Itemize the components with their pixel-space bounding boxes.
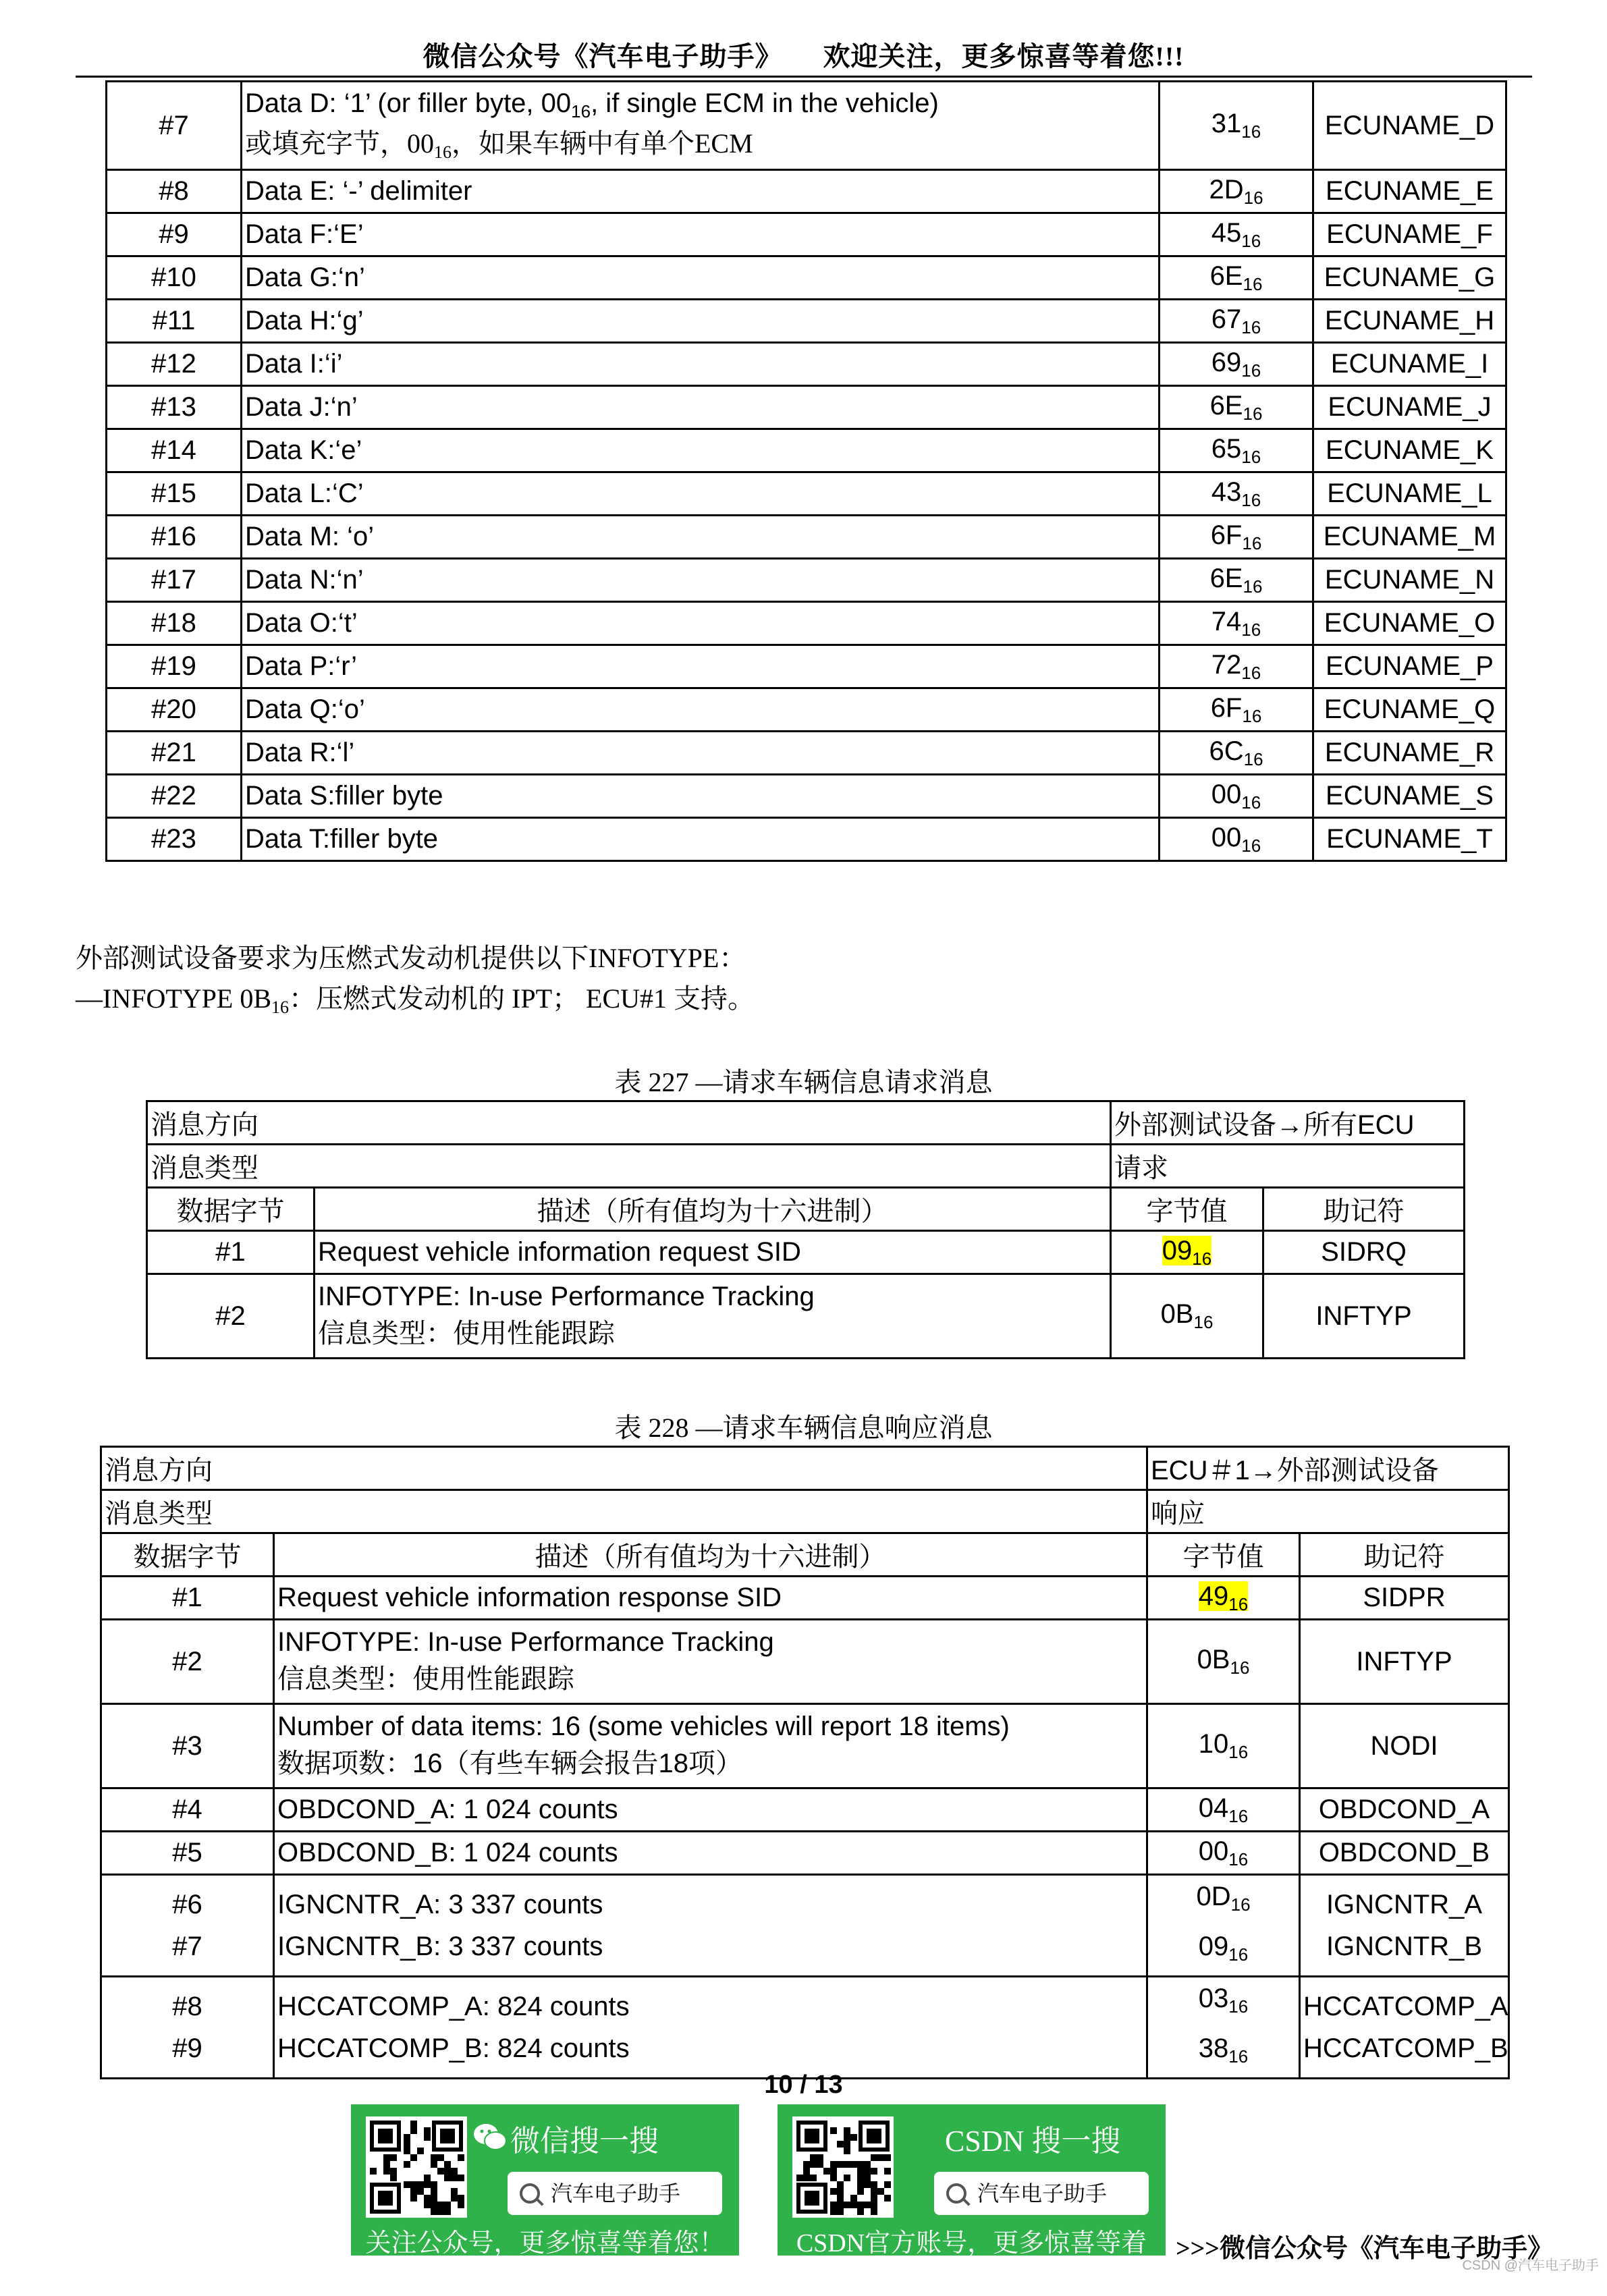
table-row: #21 Data R:‘l’ $6C_{16}$ ECUNAME_R	[107, 732, 1506, 775]
type-label: 消息类型	[147, 1145, 1111, 1188]
table-row: #3 Number of data items: 16 (some vehicles will report 18 items) 数据项数：16（有些车辆会报告18项） $10_{16}$ NODI	[101, 1704, 1509, 1788]
header-desc: 描述（所有值均为十六进制）	[315, 1188, 1111, 1231]
table-row: #20 Data Q:‘o’ $6F_{16}$ ECUNAME_Q	[107, 688, 1506, 732]
page-number: 10 / 13	[764, 2071, 843, 2099]
table-row: #8 #9 HCCATCOMP_A: 824 counts HCCATCOMP_B: 824 counts $03_{16}$ $38_{16}$ HCCATCOMP_A HCCATCOMP_B	[101, 1977, 1509, 2079]
table-row: #1 Request vehicle information response SID $49_{16}$ SIDPR	[101, 1577, 1509, 1620]
footer-wechat-link: >>>微信公众号《汽车电子助手》	[1176, 2235, 1553, 2263]
type-value: 请求	[1111, 1145, 1465, 1188]
table-row: #19 Data P:‘r’ $72_{16}$ ECUNAME_P	[107, 645, 1506, 688]
header-right: 欢迎关注，更多惊喜等着您!!!	[823, 41, 1184, 72]
table-row: #18 Data O:‘t’ $74_{16}$ ECUNAME_O	[107, 602, 1506, 645]
table-228-caption: 表 228 —请求车辆信息响应消息	[614, 1413, 993, 1443]
watermark: CSDN @汽车电子助手	[1462, 2258, 1599, 2273]
infotype-item: —INFOTYPE $0B_{16}$：压燃式发动机的 IPT； ECU#1 支持。	[76, 983, 755, 1017]
header-rule	[76, 76, 1532, 78]
table-row: #8 Data E: ‘-’ delimiter $2D_{16}$ ECUNAME_E	[107, 170, 1506, 213]
table-row: #12 Data I:‘i’ $69_{16}$ ECUNAME_I	[107, 343, 1506, 386]
table-row: #5 OBDCOND_B: 1 024 counts $00_{16}$ OBDCOND_B	[101, 1832, 1509, 1875]
table-row: #17 Data N:‘n’ $6E_{16}$ ECUNAME_N	[107, 559, 1506, 602]
header-byte: 数据字节	[147, 1188, 315, 1231]
infotype-intro: 外部测试设备要求为压燃式发动机提供以下INFOTYPE：	[76, 943, 746, 973]
table-row: #16 Data M: ‘o’ $6F_{16}$ ECUNAME_M	[107, 516, 1506, 559]
wechat-search-box[interactable]: 汽车电子助手	[508, 2172, 722, 2215]
csdn-search-banner[interactable]	[778, 2104, 1166, 2295]
header-mnemonic: 助记符	[1300, 1533, 1509, 1577]
table-row: #9 Data F:‘E’ $45_{16}$ ECUNAME_F	[107, 213, 1506, 256]
page-header	[0, 35, 1607, 74]
table-row: #7 Data D: ‘1’ (or filler byte, $00_{16}$, if single ECM in the vehicle) 或填充字节，$00_{16}$，如果车辆中有单个ECM $31_{16}$ ECUNAME_D	[107, 82, 1506, 170]
qr-code-icon	[366, 2116, 467, 2218]
ecu-name-table	[105, 80, 1507, 862]
direction-value: 外部测试设备→所有ECU	[1111, 1101, 1465, 1145]
header-mnemonic: 助记符	[1263, 1188, 1465, 1231]
header-left: 微信公众号《汽车电子助手》	[423, 41, 783, 72]
table-row: #6 #7 IGNCNTR_A: 3 337 counts IGNCNTR_B: 3 337 counts $0D_{16}$ $09_{16}$ IGNCNTR_A IGNCNTR_B	[101, 1875, 1509, 1977]
wechat-search-banner[interactable]	[351, 2104, 739, 2256]
header-desc: 描述（所有值均为十六进制）	[274, 1533, 1147, 1577]
table-row: #23 Data T:filler byte $00_{16}$ ECUNAME_T	[107, 818, 1506, 861]
type-value: 响应	[1147, 1490, 1509, 1533]
type-label: 消息类型	[101, 1490, 1147, 1533]
table-row: #13 Data J:‘n’ $6E_{16}$ ECUNAME_J	[107, 386, 1506, 429]
wechat-footer-text: 关注公众号，更多惊喜等着您！	[365, 2229, 725, 2258]
header-byte: 数据字节	[101, 1533, 274, 1577]
table-row: #1 Request vehicle information request SID $09_{16}$ SIDRQ	[147, 1231, 1465, 1274]
csdn-search-box[interactable]: 汽车电子助手	[934, 2172, 1149, 2215]
csdn-title: CSDN 搜一搜	[945, 2125, 1121, 2158]
table-row: #11 Data H:‘g’ $67_{16}$ ECUNAME_H	[107, 300, 1506, 343]
response-message-table	[100, 1446, 1510, 2079]
table-row: #2 INFOTYPE: In-use Performance Tracking 信息类型：使用性能跟踪 $0B_{16}$ INFTYP	[147, 1274, 1465, 1359]
wechat-title: 微信搜一搜	[510, 2125, 659, 2158]
table-row: #4 OBDCOND_A: 1 024 counts $04_{16}$ OBDCOND_A	[101, 1788, 1509, 1832]
table-row: #10 Data G:‘n’ $6E_{16}$ ECUNAME_G	[107, 256, 1506, 300]
direction-value: ECU＃1→外部测试设备	[1147, 1447, 1509, 1490]
search-icon	[946, 2183, 966, 2204]
wechat-icon	[471, 2118, 509, 2156]
qr-code-icon	[792, 2116, 894, 2218]
request-message-table	[146, 1100, 1465, 1359]
direction-label: 消息方向	[147, 1101, 1111, 1145]
table-row: #15 Data L:‘C’ $43_{16}$ ECUNAME_L	[107, 472, 1506, 516]
table-227-caption: 表 227 —请求车辆信息请求消息	[614, 1067, 993, 1097]
direction-label: 消息方向	[101, 1447, 1147, 1490]
header-value: 字节值	[1111, 1188, 1263, 1231]
csdn-footer-text: CSDN官方账号，更多惊喜等着您！	[796, 2229, 1147, 2295]
table-row: #2 INFOTYPE: In-use Performance Tracking 信息类型：使用性能跟踪 $0B_{16}$ INFTYP	[101, 1620, 1509, 1704]
table-row: #22 Data S:filler byte $00_{16}$ ECUNAME_S	[107, 775, 1506, 818]
header-value: 字节值	[1147, 1533, 1300, 1577]
table-row: #14 Data K:‘e’ $65_{16}$ ECUNAME_K	[107, 429, 1506, 472]
search-icon	[520, 2183, 540, 2204]
